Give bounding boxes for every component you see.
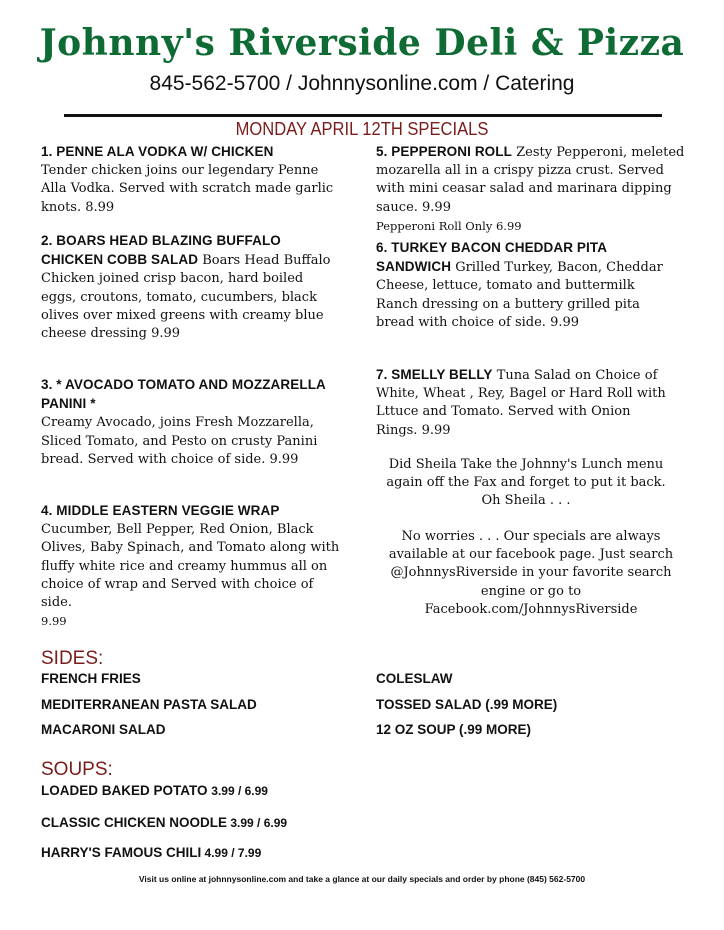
- special-item-2: [41, 232, 341, 343]
- special-item-1: [41, 143, 341, 217]
- side-item: COLESLAW: [376, 671, 453, 686]
- restaurant-title: Johnny's Riverside Deli & Pizza: [39, 22, 685, 64]
- special-extra-price: Pepperoni Roll Only 6.99: [376, 218, 522, 233]
- special-name: 4. MIDDLE EASTERN VEGGIE WRAP: [41, 503, 280, 518]
- footer-note: Visit us online at johnnysonline.com and take a glance at our daily specials and order by phone (845) 562-5700: [138, 874, 586, 884]
- side-item: MACARONI SALAD: [41, 722, 166, 737]
- special-item-3: [41, 376, 341, 469]
- special-description: Tender chicken joins our legendary Penne Alla Vodka. Served with scratch made garlic knots. 8.99: [41, 163, 334, 215]
- special-name: 1. PENNE ALA VODKA W/ CHICKEN: [41, 144, 274, 159]
- soup-item: [41, 815, 287, 830]
- special-name: 5. PEPPERONI ROLL: [376, 144, 512, 159]
- special-item-6: [376, 239, 676, 332]
- soup-name: HARRY'S FAMOUS CHILI: [41, 845, 202, 860]
- special-description: Zesty Pepperoni, meleted mozarella all in a crispy pizza crust. Served with mini ceasar salad and marinara dipping sauce. 9.99: [376, 145, 685, 215]
- sides-heading: SIDES:: [41, 648, 104, 669]
- special-description: Tuna Salad on Choice of White, Wheat , Rey, Bagel or Hard Roll with Lttuce and Tomato. Served with Onion Rings. 9.99: [376, 368, 666, 438]
- soup-price: 3.99 / 6.99: [211, 784, 268, 798]
- header-divider: [64, 114, 662, 117]
- side-item: MEDITERRANEAN PASTA SALAD: [41, 697, 257, 712]
- soup-name: LOADED BAKED POTATO: [41, 783, 212, 798]
- special-description: Boars Head Buffalo Chicken joined crisp bacon, hard boiled eggs, croutons, tomato, cucumbers, black olives over mixed greens with creamy blue cheese dressing 9.99: [41, 253, 331, 342]
- side-item: 12 OZ SOUP (.99 MORE): [376, 722, 532, 737]
- special-name: 6. TURKEY BACON CHEDDAR PITA SANDWICH: [376, 240, 607, 275]
- facebook-note: No worries . . . Our specials are always available at our facebook page. Just search @JohnnysRiverside in your favorite search engine or go to Facebook.com/JohnnysRiverside: [388, 529, 674, 617]
- sheila-note: Did Sheila Take the Johnny's Lunch menu again off the Fax and forget to put it back. Oh Sheila . . .: [386, 457, 666, 509]
- side-item: FRENCH FRIES: [41, 671, 141, 686]
- specials-heading: MONDAY APRIL 12TH SPECIALS: [235, 119, 489, 139]
- side-item: TOSSED SALAD (.99 MORE): [376, 697, 558, 712]
- special-item-4: [41, 502, 341, 631]
- soup-price: 3.99 / 6.99: [227, 816, 288, 830]
- special-description: Grilled Turkey, Bacon, Cheddar Cheese, lettuce, tomato and buttermilk Ranch dressing on a buttery grilled pita bread with choice of side. 9.99: [376, 260, 663, 330]
- special-description: Cucumber, Bell Pepper, Red Onion, Black Olives, Baby Spinach, and Tomato along with fluffy white rice and creamy hummus all on choice of wrap and Served with choice of side.: [41, 522, 340, 611]
- special-description: Creamy Avocado, joins Fresh Mozzarella, Sliced Tomato, and Pesto on crusty Panini bread. Served with choice of side. 9.99: [41, 415, 318, 467]
- soup-item: [41, 845, 261, 860]
- special-name: 7. SMELLY BELLY: [376, 367, 493, 382]
- contact-line: 845-562-5700 / Johnnysonline.com / Catering: [149, 72, 575, 95]
- soup-name: CLASSIC CHICKEN NOODLE: [41, 815, 228, 830]
- special-item-5: [376, 143, 686, 236]
- special-name: 2. BOARS HEAD BLAZING BUFFALO CHICKEN COBB SALAD: [41, 233, 281, 268]
- soup-price: 4.99 / 7.99: [201, 846, 262, 860]
- special-item-7: [376, 366, 676, 440]
- soups-heading: SOUPS:: [41, 759, 113, 780]
- soup-item: [41, 783, 268, 798]
- special-price: 9.99: [41, 614, 67, 629]
- special-name: 3. * AVOCADO TOMATO AND MOZZARELLA PANINI *: [41, 377, 326, 412]
